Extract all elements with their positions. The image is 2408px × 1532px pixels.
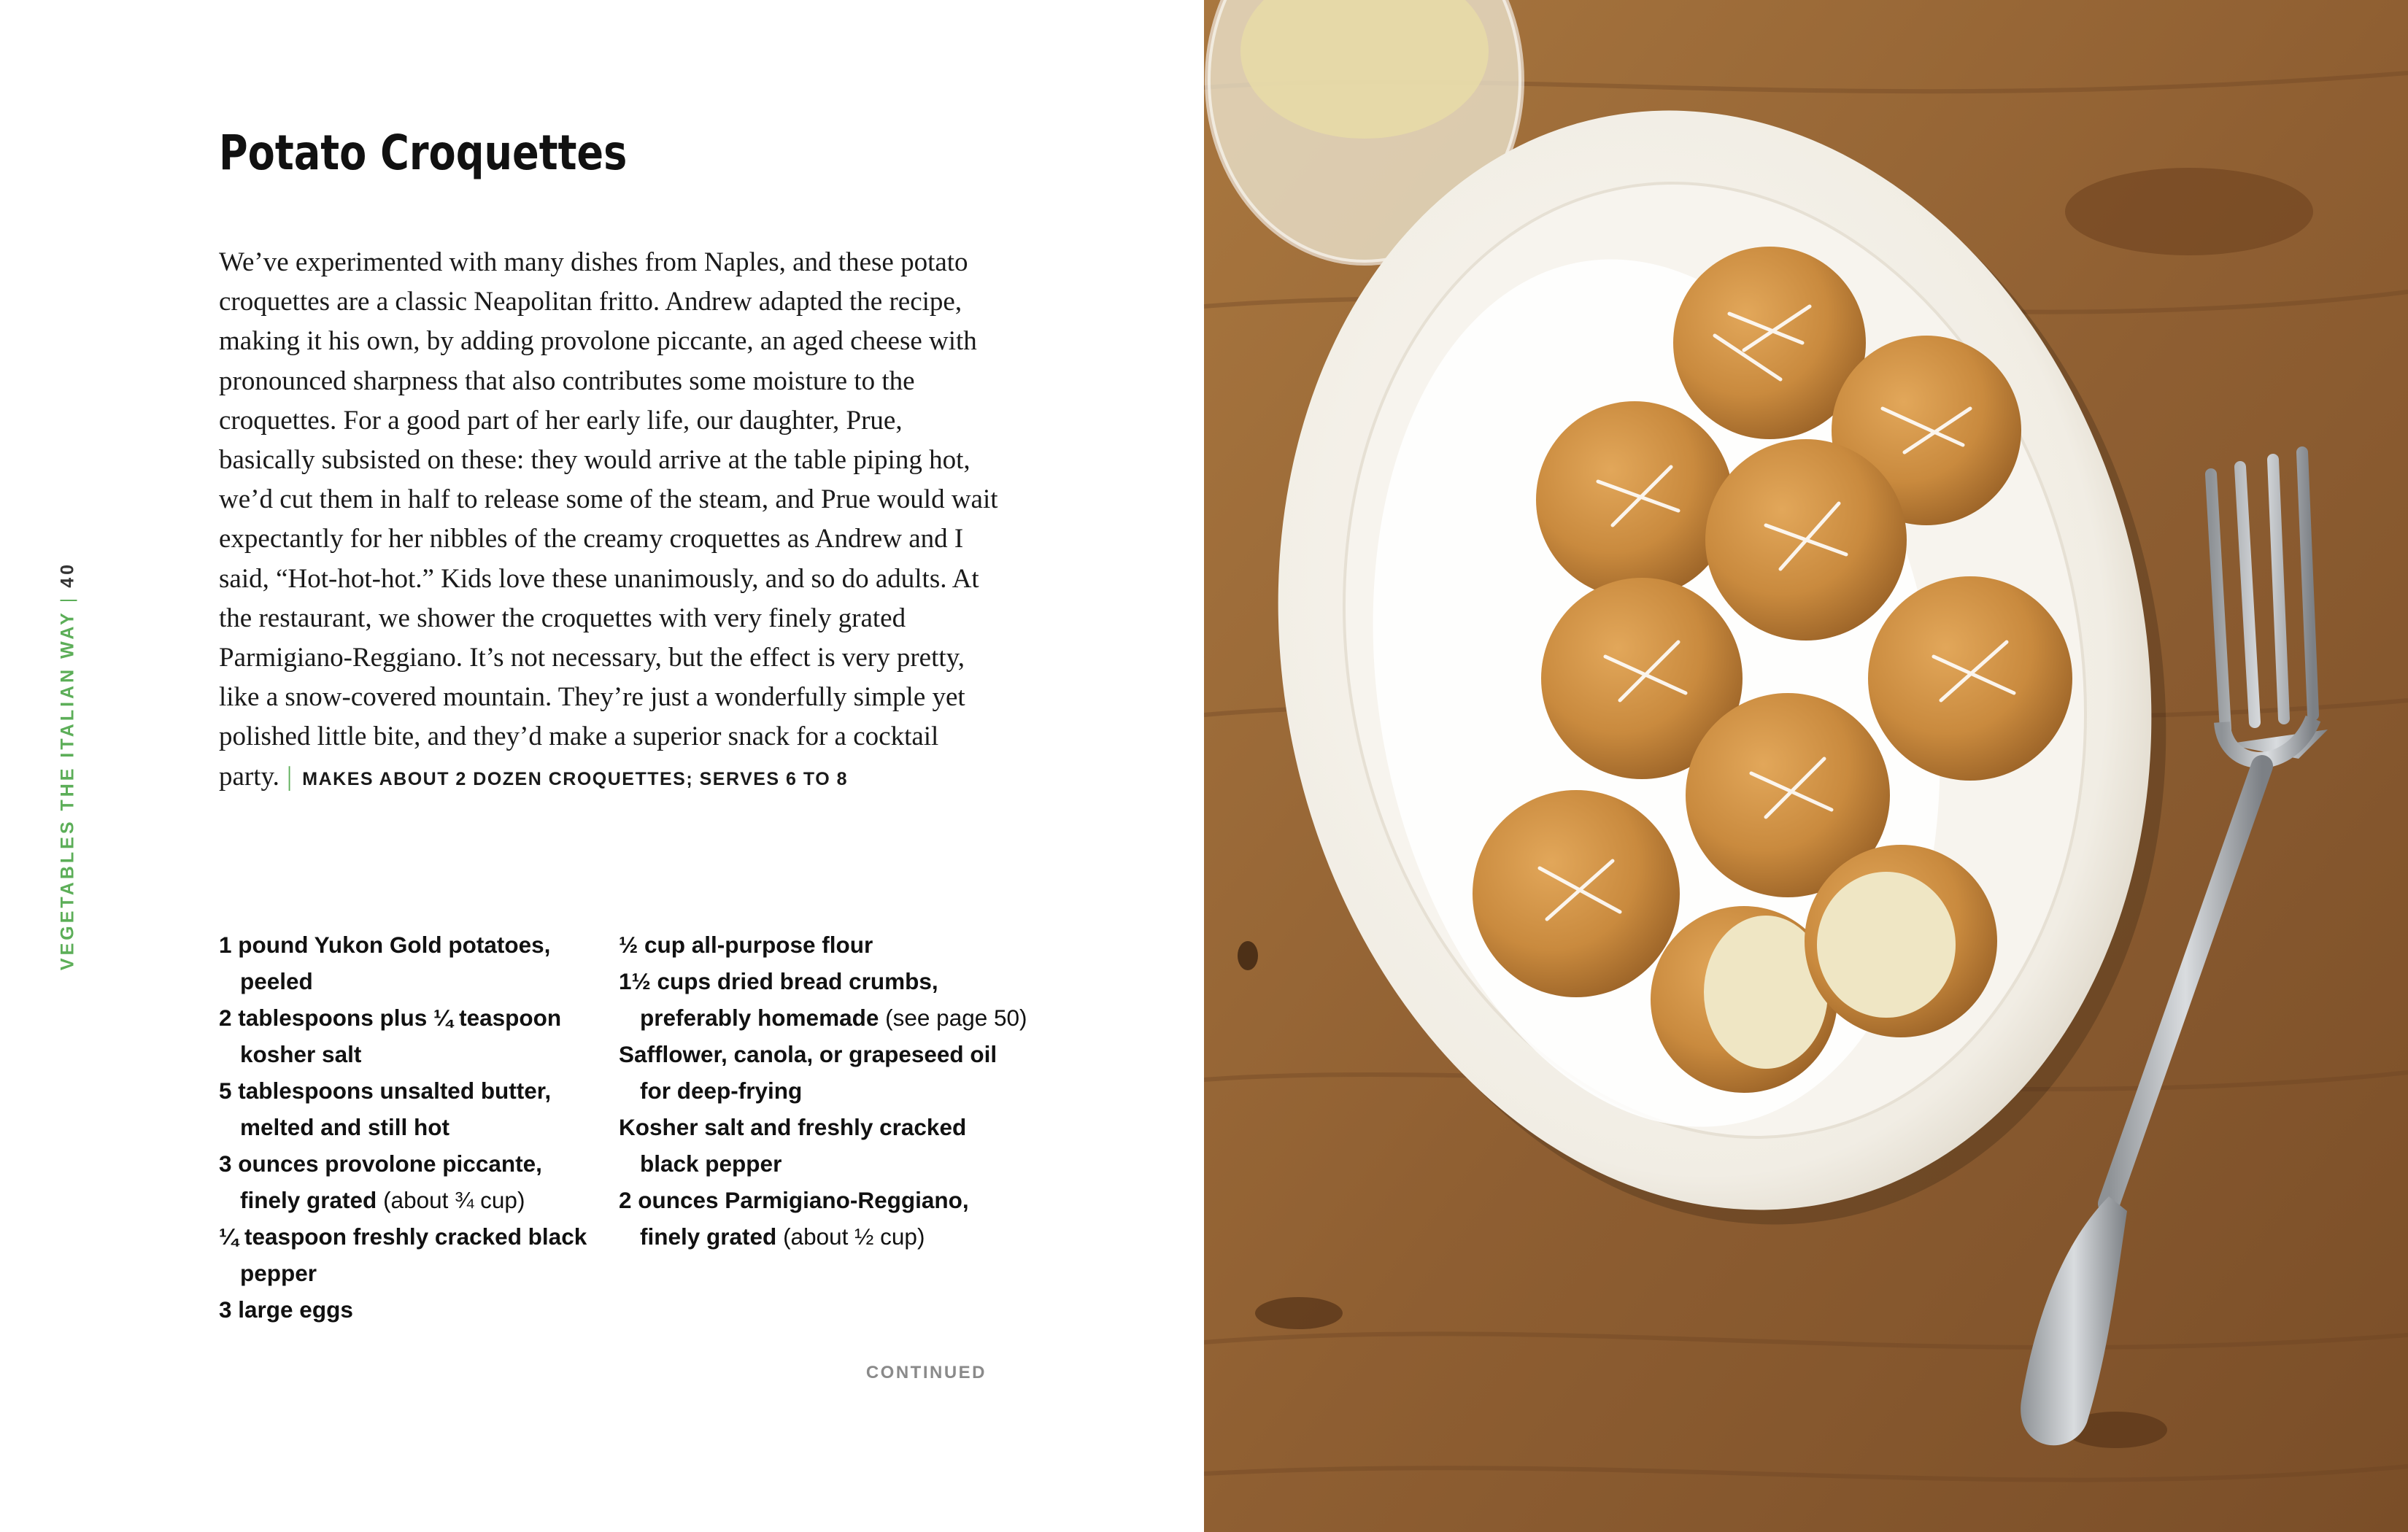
croquettes-photo: [1204, 0, 2408, 1532]
yield-divider: |: [286, 761, 293, 792]
ingredient-item: [619, 1182, 1027, 1255]
recipe-yield: MAKES ABOUT 2 DOZEN CROQUETTES; SERVES 6 TO 8: [302, 768, 848, 789]
ingredient-name: 3 large eggs: [219, 1296, 353, 1323]
ingredient-name: ¼ teaspoon freshly cracked black pepper: [219, 1223, 587, 1286]
ingredient-item: [219, 1145, 606, 1218]
recipe-title: Potato Croquettes: [219, 125, 628, 181]
ingredient-item: [619, 926, 1027, 963]
ingredient-name: Kosher salt and freshly cracked black pepper: [619, 1114, 967, 1177]
headnote-text: We’ve experimented with many dishes from Naples, and these potato croquettes are a classic Neapolitan fritto. Andrew adapted the recipe, making it his own, by adding provolone piccante, an aged cheese with pronounced sharpness that also contributes some moisture to the croquettes. For a good part of her early life, our daughter, Prue, basically subsisted on these: they would arrive at the table piping hot, we’d cut them in half to release some of the steam, and Prue would wait expectantly for her nibbles of the creamy croquettes as Andrew and I said, “Hot-hot-hot.” Kids love these unanimously, and so do adults. At the restaurant, we shower the croquettes with very finely grated Parmigiano-Reggiano. It’s not necessary, but the effect is very pretty, like a snow-covered mountain. They’re just a wonderfully simple yet polished little bite, and they’d make a superior snack for a cocktail party.: [219, 247, 998, 792]
ingredient-note: (about ¾ cup): [383, 1187, 525, 1213]
ingredients-column-2: [619, 926, 1027, 1255]
ingredient-item: [219, 1072, 606, 1145]
ingredient-name: ½ cup all-purpose flour: [619, 932, 873, 958]
running-head-separator: |: [57, 595, 78, 603]
ingredient-name: 1 pound Yukon Gold potatoes, peeled: [219, 932, 551, 994]
ingredient-item: [219, 926, 606, 999]
running-head: [58, 562, 79, 970]
ingredient-name: 5 tablespoons unsalted butter, melted and still hot: [219, 1078, 552, 1140]
ingredient-item: [219, 1291, 606, 1328]
croquette-icon: [1868, 576, 2072, 781]
ingredient-item: [219, 999, 606, 1072]
ingredients-column-1: [219, 926, 606, 1328]
ingredient-name: 3 ounces provolone piccante, finely grated: [219, 1150, 542, 1213]
ingredient-item: [619, 1036, 1027, 1109]
ingredient-name: 1½ cups dried bread crumbs, preferably homemade: [619, 968, 938, 1031]
photo-illustration: [1204, 0, 2408, 1532]
ingredient-note: (about ½ cup): [783, 1223, 925, 1250]
ingredient-item: [219, 1218, 606, 1291]
continued-label: CONTINUED: [865, 1363, 987, 1382]
page-number: 40: [57, 561, 78, 588]
ingredient-name: Safflower, canola, or grapeseed oil for deep-frying: [619, 1041, 997, 1104]
ingredient-name: 2 tablespoons plus ¼ teaspoon kosher salt: [219, 1005, 562, 1067]
ingredient-note: (see page 50): [885, 1005, 1027, 1031]
ingredient-item: [619, 963, 1027, 1036]
ingredient-item: [619, 1109, 1027, 1182]
ingredient-name: 2 ounces Parmigiano-Reggiano, finely grated: [619, 1187, 969, 1250]
croquette-icon: [1536, 401, 1733, 598]
recipe-headnote: [219, 243, 1000, 799]
croquette-half-icon: [1805, 845, 1997, 1037]
book-title: VEGETABLES THE ITALIAN WAY: [57, 610, 78, 971]
